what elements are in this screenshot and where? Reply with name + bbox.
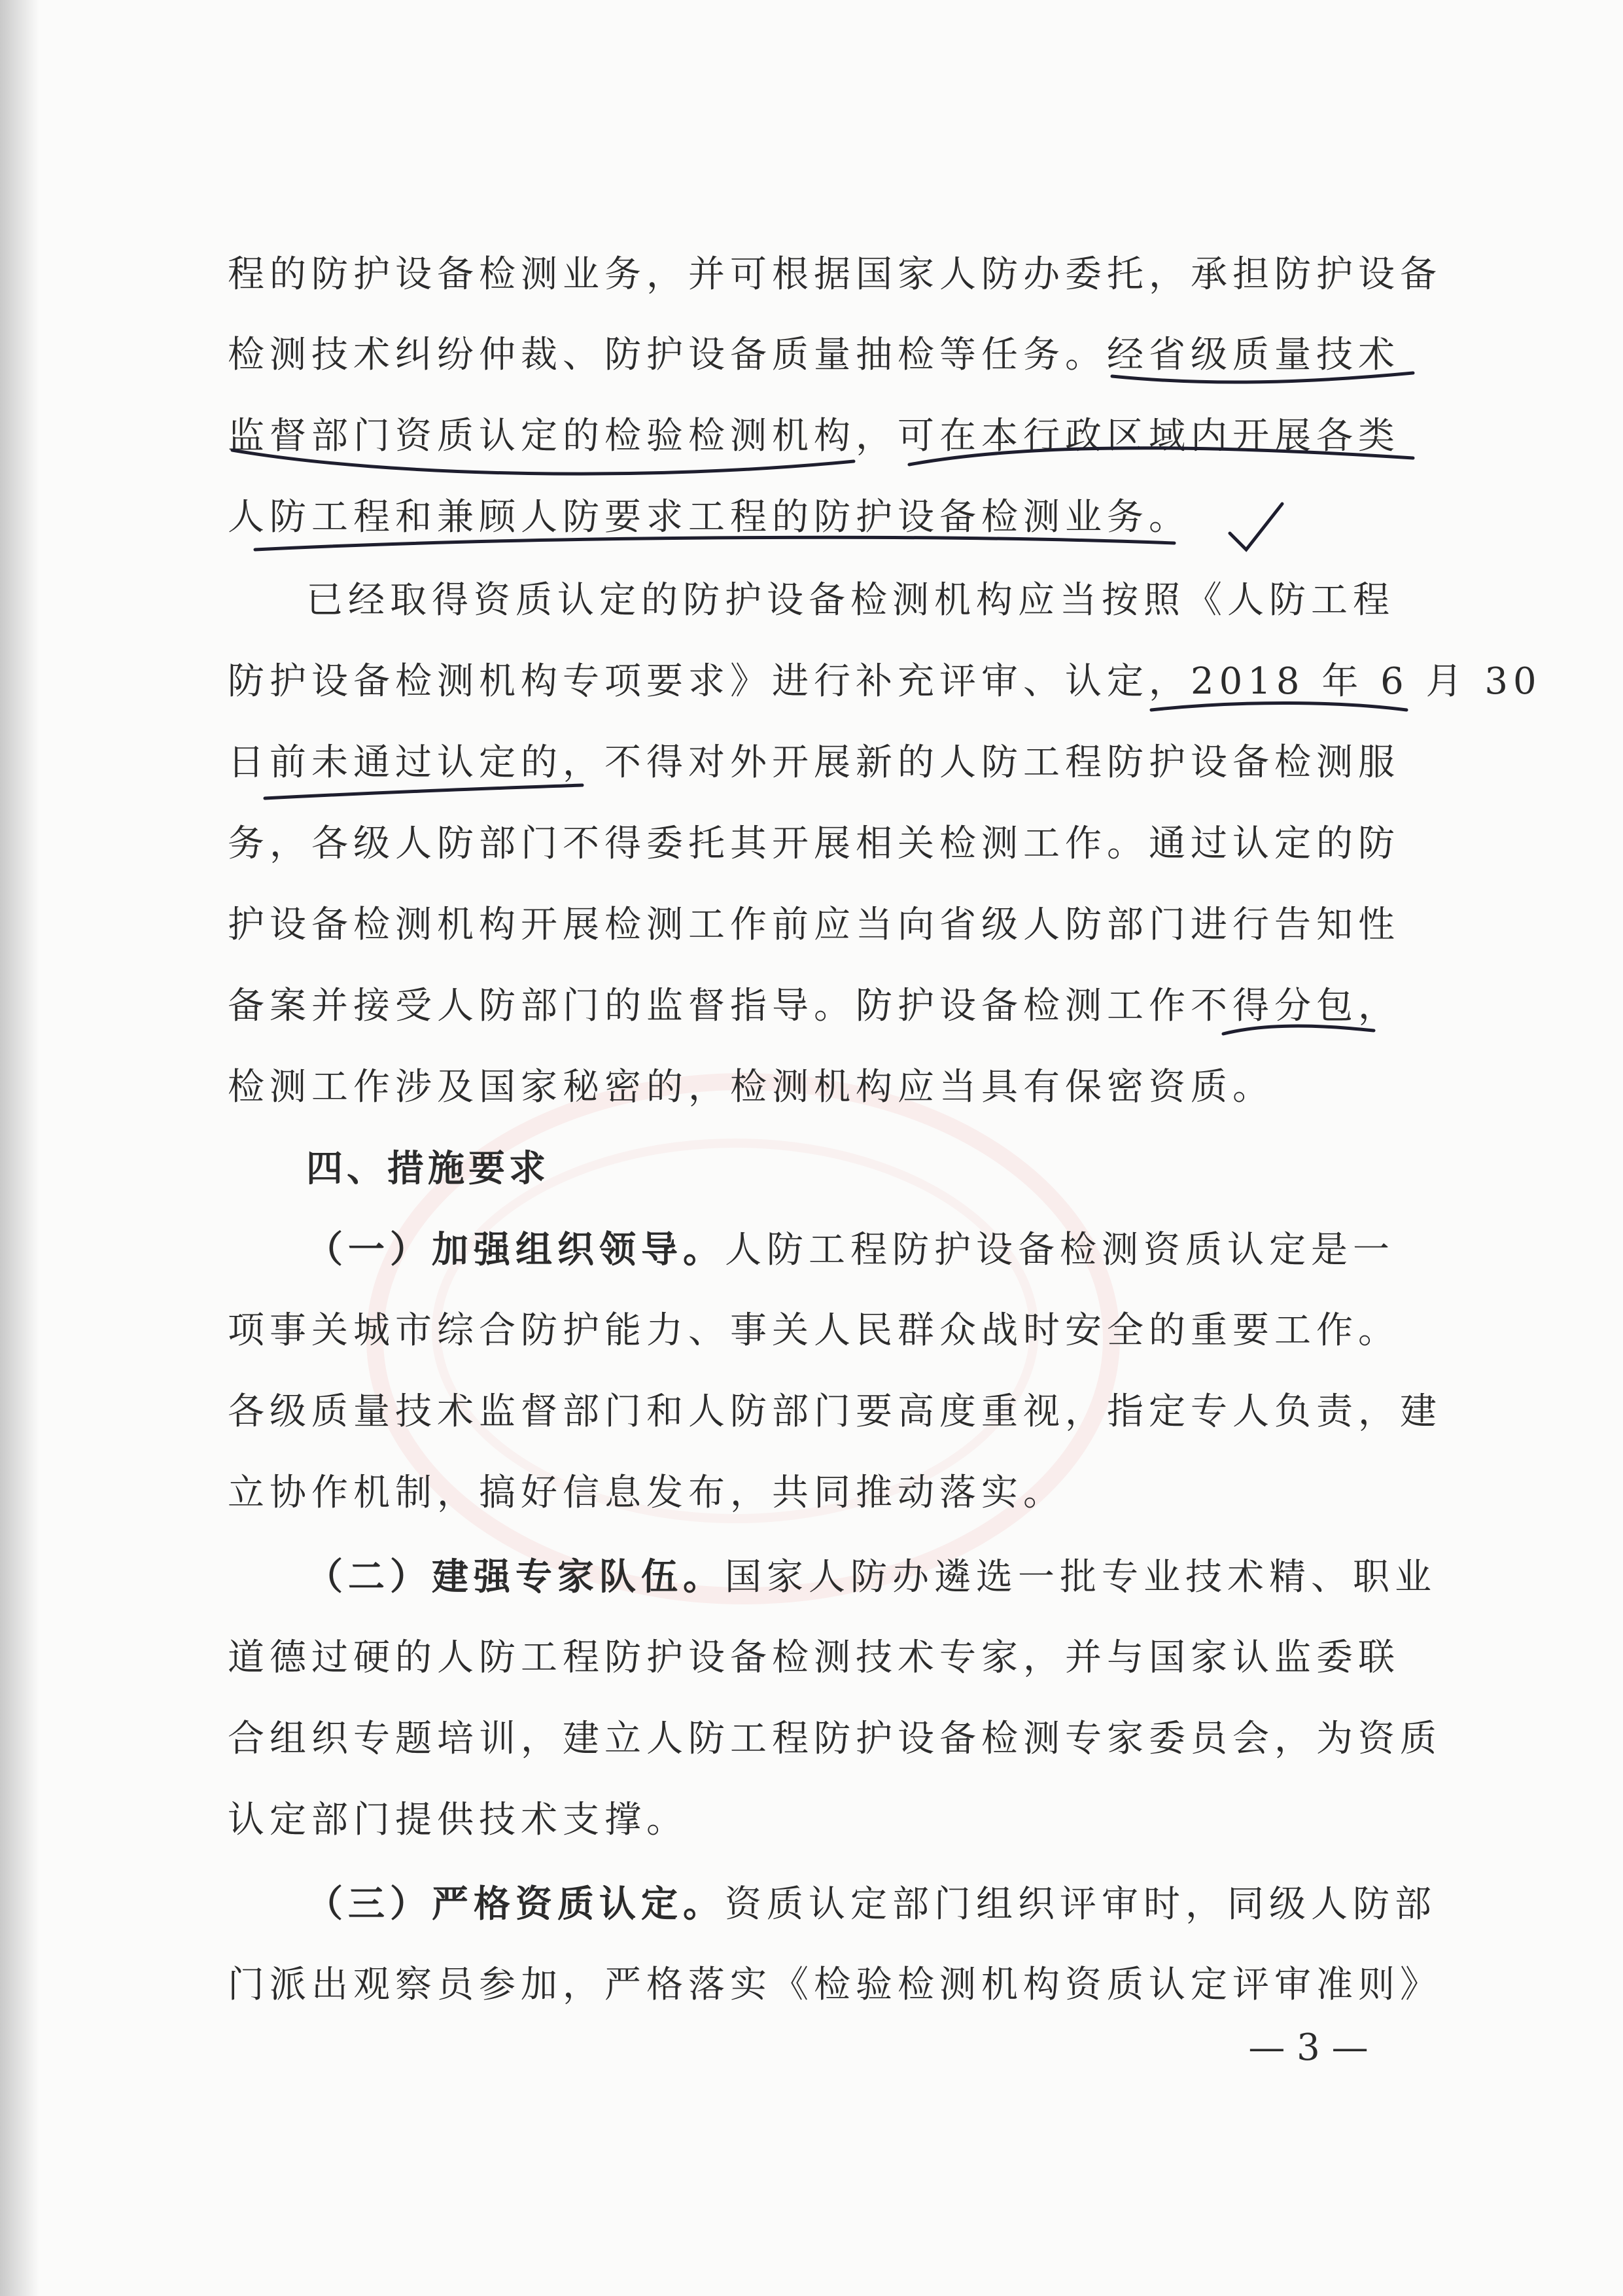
pen-underline-6 — [265, 785, 582, 798]
section-3-first-text: 资质认定部门组织评审时，同级人防部 — [725, 1883, 1437, 1926]
body-line-11: 检测工作涉及国家秘密的，检测机构应当具有保密资质。 — [228, 1066, 1274, 1108]
section-3-line-2: 门派出观察员参加，严格落实《检验检测机构资质认定评审准则》 — [228, 1964, 1442, 2006]
section-1-line-3: 各级质量技术监督部门和人防部门要高度重视，指定专人负责，建 — [228, 1390, 1442, 1433]
body-line-3: 监督部门资质认定的检验检测机构，可在本行政区域内开展各类 — [228, 415, 1400, 457]
section-1-first-text: 人防工程防护设备检测资质认定是一 — [725, 1229, 1395, 1271]
body-line-6: 防护设备检测机构专项要求》进行补充评审、认定，2018 年 6 月 30 — [228, 660, 1542, 703]
pen-underline-1 — [1112, 373, 1413, 382]
body-line-4: 人防工程和兼顾人防要求工程的防护设备检测业务。 — [228, 496, 1191, 539]
section-1-line-2: 项事关城市综合防护能力、事关人民群众战时安全的重要工作。 — [228, 1309, 1400, 1352]
body-line-5: 已经取得资质认定的防护设备检测机构应当按照《人防工程 — [306, 579, 1395, 622]
body-line-7: 日前未通过认定的，不得对外开展新的人防工程防护设备检测服 — [228, 741, 1400, 784]
pen-underline-5 — [1151, 703, 1406, 710]
pen-underline-7 — [1223, 1026, 1374, 1034]
section-1-line-4: 立协作机制，搞好信息发布，共同推动落实。 — [228, 1472, 1065, 1514]
pen-underline-2 — [232, 450, 854, 474]
body-line-10: 备案并接受人防部门的监督指导。防护设备检测工作不得分包， — [228, 985, 1400, 1027]
section-2-label: （二）建强专家队伍。 — [306, 1555, 725, 1598]
pen-underline-3 — [909, 448, 1413, 465]
section-3-label: （三）严格资质认定。 — [306, 1882, 725, 1926]
body-line-8: 务，各级人防部门不得委托其开展相关检测工作。通过认定的防 — [228, 822, 1400, 865]
body-line-1: 程的防护设备检测业务，并可根据国家人防办委托，承担防护设备 — [228, 253, 1442, 296]
section-2-line-2: 道德过硬的人防工程防护设备检测技术专家，并与国家认监委联 — [228, 1636, 1400, 1679]
body-line-9: 护设备检测机构开展检测工作前应当向省级人防部门进行告知性 — [228, 904, 1400, 946]
section-2-line-4: 认定部门提供技术支撑。 — [228, 1799, 688, 1841]
section-1-label: （一）加强组织领导。 — [306, 1228, 725, 1271]
pen-check-mark — [1230, 504, 1282, 550]
section-2-line-3: 合组织专题培训，建立人防工程防护设备检测专家委员会，为资质 — [228, 1718, 1442, 1760]
body-line-2: 检测技术纠纷仲裁、防护设备质量抽检等任务。经省级质量技术 — [228, 334, 1400, 376]
section-2-first-text: 国家人防办遴选一批专业技术精、职业 — [725, 1556, 1437, 1598]
page-number: — 3 — — [1248, 2026, 1369, 2069]
section-heading: 四、措施要求 — [306, 1147, 550, 1190]
pen-underline-4 — [255, 537, 1174, 550]
